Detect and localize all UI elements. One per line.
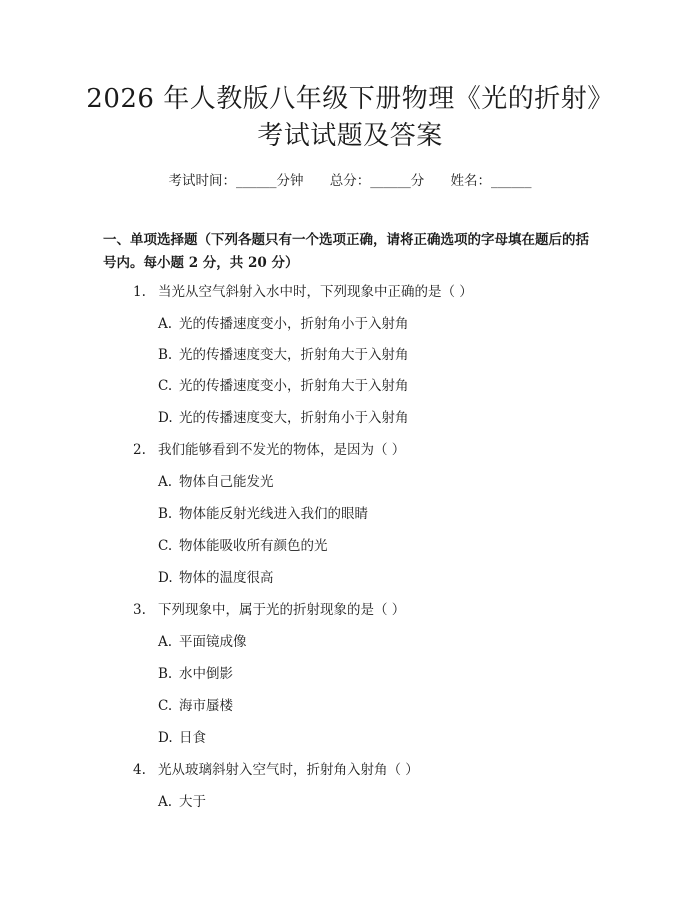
student-name-field: 姓名：______ [450, 173, 532, 189]
option-letter: A. [158, 474, 173, 490]
question-text: 下列现象中，属于光的折射现象的是（ ） [158, 602, 406, 618]
option-text: 光的传播速度变小，折射角大于入射角 [179, 378, 409, 394]
option-letter: D. [158, 730, 173, 746]
question-2-option-c [158, 537, 328, 555]
option-letter: B. [158, 347, 173, 363]
question-1-option-c [158, 377, 409, 395]
option-text: 大于 [179, 794, 206, 810]
option-letter: C. [158, 378, 173, 394]
option-text: 物体的温度很高 [179, 570, 274, 586]
option-letter: A. [158, 794, 173, 810]
question-2-option-a [158, 473, 274, 491]
option-letter: A. [158, 634, 173, 650]
exam-meta-line [0, 169, 700, 189]
exam-time-field: 考试时间：______分钟 [168, 173, 304, 189]
document-title-line-1: 2026 年人教版八年级下册物理《光的折射》 [86, 84, 614, 114]
question-number: 1. [133, 284, 146, 300]
option-text: 水中倒影 [179, 666, 233, 682]
option-letter: C. [158, 538, 173, 554]
question-1-option-a [158, 315, 409, 333]
question-3-option-d [158, 729, 206, 747]
question-2-option-d [158, 569, 274, 587]
option-text: 物体自己能发光 [179, 474, 274, 490]
option-letter: B. [158, 506, 173, 522]
question-1-option-d [158, 409, 409, 427]
option-text: 光的传播速度变大，折射角小于入射角 [179, 410, 409, 426]
option-text: 海市蜃楼 [179, 698, 233, 714]
question-1-option-b [158, 346, 409, 364]
question-text: 我们能够看到不发光的物体，是因为（ ） [158, 442, 406, 458]
option-letter: C. [158, 698, 173, 714]
option-letter: D. [158, 570, 173, 586]
question-4 [133, 761, 419, 779]
question-number: 4. [133, 762, 146, 778]
option-text: 光的传播速度变大，折射角大于入射角 [179, 347, 409, 363]
option-letter: A. [158, 316, 173, 332]
option-text: 光的传播速度变小，折射角小于入射角 [179, 316, 409, 332]
question-text: 当光从空气斜射入水中时，下列现象中正确的是（ ） [158, 284, 473, 300]
question-2-option-b [158, 505, 368, 523]
option-letter: D. [158, 410, 173, 426]
question-3-option-b [158, 665, 233, 683]
question-3 [133, 601, 405, 619]
document-title-line-2: 考试试题及答案 [257, 121, 443, 151]
section-heading: 一、单项选择题（下列各题只有一个选项正确，请将正确选项的字母填在题后的括号内。每小题 2 分，共 20 分） [103, 232, 589, 271]
question-number: 2. [133, 442, 146, 458]
option-letter: B. [158, 666, 173, 682]
option-text: 物体能吸收所有颜色的光 [179, 538, 328, 554]
option-text: 物体能反射光线进入我们的眼睛 [179, 506, 368, 522]
question-3-option-a [158, 633, 247, 651]
question-number: 3. [133, 602, 146, 618]
option-text: 日食 [179, 730, 206, 746]
total-score-field: 总分：______分 [329, 173, 425, 189]
option-text: 平面镜成像 [179, 634, 247, 650]
question-4-option-a [158, 793, 206, 811]
question-2 [133, 441, 405, 459]
question-text: 光从玻璃斜射入空气时，折射角入射角（ ） [158, 762, 419, 778]
question-3-option-c [158, 697, 233, 715]
question-1 [133, 283, 473, 301]
